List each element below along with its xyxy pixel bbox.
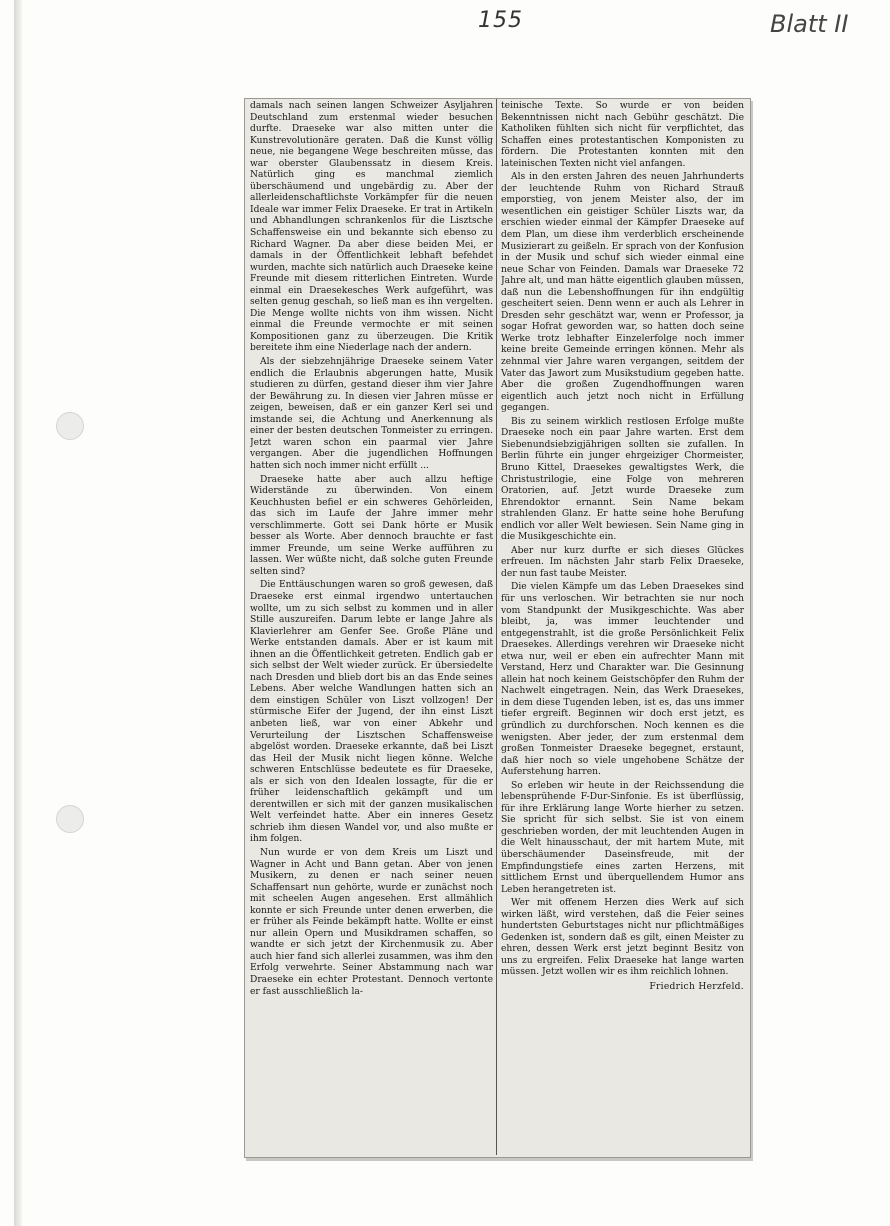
binder-edge <box>14 0 22 1226</box>
paragraph: Bis zu seinem wirklich restlosen Erfolge mußte Draeseke noch ein paar Jahre warten. Erst dem Siebenundsiebzigjährigen sollten sie zufallen. In Berlin führte ein junger ehrgeiziger Chormeister, Bruno Kittel, Draesekes gewaltigstes Werk, die Christustrilogie, eine Folge von mehreren Oratorien, auf. Jetzt wurde Draeseke zum Ehrendoktor ernannt. Sein Name bekam strahlenden Glanz. Er hatte seine hohe Berufung endlich vor aller Welt bewiesen. Sein Name ging in die Musikgeschichte ein. <box>501 416 744 543</box>
paragraph: Die Enttäuschungen waren so groß gewesen, daß Draeseke erst einmal irgendwo untertauchen wollte, um zu sich selbst zu kommen und in aller Stille auszureifen. Darum lebte er lange Jahre als Klavierlehrer am Genfer See. Große Pläne und Werke entstanden damals. Aber er ist kaum mit ihnen an die Öffentlichkeit getreten. Endlich gab er sich selbst der Welt wieder zurück. Er übersiedelte nach Dresden und blieb dort bis an das Ende seines Lebens. Aber welche Wandlungen hatten sich an dem einstigen Schüler von Liszt vollzogen! Der stürmische Eifer der Jugend, der ihn einst Liszt anbeten ließ, war von einer Abkehr und Verurteilung der Lisztschen Schaffensweise abgelöst worden. Draeseke erkannte, daß bei Liszt das Heil der Musik nicht liegen könne. Welche schweren Entschlüsse bedeutete es für Draeseke, als er sich von den Idealen lossagte, für die er früher leidenschaftlich gekämpft und um derentwillen er sich mit der ganzen musikalischen Welt verfeindet hatte. Aber ein inneres Gesetz schrieb ihm diesen Wandel vor, und also mußte er ihm folgen. <box>250 580 493 845</box>
author-signature: Friedrich Herzfeld. <box>649 982 744 993</box>
article-left-column <box>250 101 493 1151</box>
article-right-column <box>501 101 744 1151</box>
punch-hole-bottom <box>56 805 84 833</box>
paragraph: Als in den ersten Jahren des neuen Jahrhunderts der leuchtende Ruhm von Richard Strauß emporstieg, von jenem Meister also, der im wesentlichen ein geistiger Schüler Liszts war, da erschien wieder einmal der Kämpfer Draeseke auf dem Plan, um diese ihm verderblich erscheinende Musizierart zu geißeln. Er sprach von der Konfusion in der Musik und schuf sich wieder einmal eine neue Schar von Feinden. Damals war Draeseke 72 Jahre alt, und man hätte eigentlich glauben müssen, daß nun die Lebenshoffnungen für ihn endgültig gescheitert seien. Denn wenn er auch als Lehrer in Dresden sehr geschätzt war, wenn er Professor, ja sogar Hofrat geworden war, so hatten doch seine Werke trotz lebhafter Einzelerfolge noch immer keine breite Gemeinde erringen können. Mehr als zehnmal vier Jahre waren vergangen, seitdem der Vater das Jawort zum Musikstudium gegeben hatte. Aber die großen Zugendhoffnungen waren eigentlich auch jetzt noch nicht in Erfüllung gegangen. <box>501 172 744 414</box>
paragraph: Nun wurde er von dem Kreis um Liszt und Wagner in Acht und Bann getan. Aber von jenen Musikern, zu denen er nach seiner neuen Schaffensart nun gehörte, wurde er zunächst noch mit scheelen Augen angesehen. Erst allmählich konnte er sich Freunde unter denen erwerben, die er früher als Feinde bekämpft hatte. Wollte er einst nur allein Opern und Musikdramen schaffen, so wandte er sich jetzt der Kirchenmusik zu. Aber auch hier fand sich allerlei zusammen, was ihm den Erfolg verwehrte. Seiner Abstammung nach war Draeseke ein echter Protestant. Dennoch vertonte er fast ausschließlich la- <box>250 848 493 997</box>
sheet-label: Blatt II <box>770 10 849 38</box>
paragraph: Aber nur kurz durfte er sich dieses Glückes erfreuen. Im nächsten Jahr starb Felix Draeseke, der nun fast taube Meister. <box>501 545 744 579</box>
paragraph: damals nach seinen langen Schweizer Asyljahren Deutschland zum erstenmal wieder besuchen durfte. Draeseke war also mitten unter die Kunstrevolutionäre geraten. Daß die Kunst völlig neue, nie begangene Wege beschreiten müsse, das war oberster Glaubenssatz in diesem Kreis. Natürlich ging es manchmal ziemlich überschäumend und ungebärdig zu. Aber der allerleidenschaftlichste Vorkämpfer für die neuen Ideale war immer Felix Draeseke. Er trat in Artikeln und Abhandlungen schrankenlos für die Lisztsche Schaffensweise ein und bekannte sich ebenso zu Richard Wagner. Da aber diese beiden Mei, er damals in der Öffentlichkeit lebhaft befehdet wurden, machte sich natürlich auch Draeseke keine Freunde mit diesem ritterlichen Eintreten. Wurde einmal ein Draesekesches Werk aufgeführt, was selten genug geschah, so ließ man es ihn vergelten. Die Menge wollte nichts von ihm wissen. Nicht einmal die Freunde vermochte er mit seinen Kompositionen ganz zu überzeugen. Die Kritik bereitete ihm eine Niederlage nach der andern. <box>250 101 493 354</box>
paragraph: Wer mit offenem Herzen dies Werk auf sich wirken läßt, wird verstehen, daß die Feier seines hundertsten Geburtstages nicht nur pflichtmäßiges Gedenken ist, sondern daß es gilt, einen Meister zu ehren, dessen Werk erst jetzt beginnt Besitz von uns zu ergreifen. Felix Draeseke hat lange warten müssen. Jetzt wollen wir es ihm reichlich lohnen. <box>501 898 744 978</box>
paragraph: Die vielen Kämpfe um das Leben Draesekes sind für uns verloschen. Wir betrachten sie nur noch vom Standpunkt der Musikgeschichte. Was aber bleibt, ja, was immer leuchtender und entgegenstrahlt, ist die große Persönlichkeit Felix Draesekes. Allerdings verehren wir Draeseke nicht etwa nur, weil er eben ein aufrechter Mann mit Verstand, Herz und Charakter war. Die Gesinnung allein hat noch keinem Geistschöpfer den Ruhm der Nachwelt eingetragen. Nein, das Werk Draesekes, in dem diese Tugenden leben, ist es, das uns immer tiefer ergreift. Beginnen wir doch erst jetzt, es gründlich zu durchforschen. Noch kennen es die wenigsten. Aber jeder, der zum erstenmal dem großen Tonmeister Draeseke begegnet, erstaunt, daß hier noch so viele ungehobene Schätze der Auferstehung harren. <box>501 582 744 778</box>
page-number: 155 <box>478 8 523 33</box>
newspaper-clipping <box>244 98 751 1158</box>
paragraph: Draeseke hatte aber auch allzu heftige Widerstände zu überwinden. Von einem Keuchhusten befiel er ein schweres Gehörleiden, das sich im Laufe der Jahre immer mehr verschlimmerte. Gott sei Dank hörte er Musik besser als Worte. Aber dennoch brauchte er fast immer Freunde, um seine Werke aufführen zu lassen. Wer wüßte nicht, daß solche guten Freunde selten sind? <box>250 474 493 577</box>
column-divider <box>496 99 497 1155</box>
punch-hole-top <box>56 412 84 440</box>
paragraph: Als der siebzehnjährige Draeseke seinem Vater endlich die Erlaubnis abgerungen hatte, Musik studieren zu dürfen, gestand dieser ihm vier Jahre der Bewährung zu. In diesen vier Jahren müsse er zeigen, beweisen, daß er ein ganzer Kerl sei und imstande sei, die Achtung und Anerkennung als einer der besten deutschen Tonmeister zu erringen. Jetzt waren schon ein paarmal vier Jahre vergangen. Aber die jugendlichen Hoffnungen hatten sich noch immer nicht erfüllt ... <box>250 357 493 471</box>
paragraph: teinische Texte. So wurde er von beiden Bekenntnissen nicht nach Gebühr geschätzt. Die Katholiken fühlten sich nicht für verpflichtet, das Schaffen eines protestantischen Komponisten zu fördern. Die Protestanten konnten mit den lateinischen Texten nicht viel anfangen. <box>501 101 744 169</box>
paragraph: So erleben wir heute in der Reichssendung die lebensprühende F-Dur-Sinfonie. Es ist überflüssig, für ihre Erklärung lange Worte hierher zu setzen. Sie spricht für sich selbst. Sie ist von einem geschrieben worden, der mit leuchtenden Augen in die Welt hinausschaut, der mit hartem Mute, mit überschäumender Daseinsfreude, mit der Empfindungstiefe eines zarten Herzens, mit sittlichem Ernst und überquellendem Humor ans Leben herangetreten ist. <box>501 780 744 895</box>
